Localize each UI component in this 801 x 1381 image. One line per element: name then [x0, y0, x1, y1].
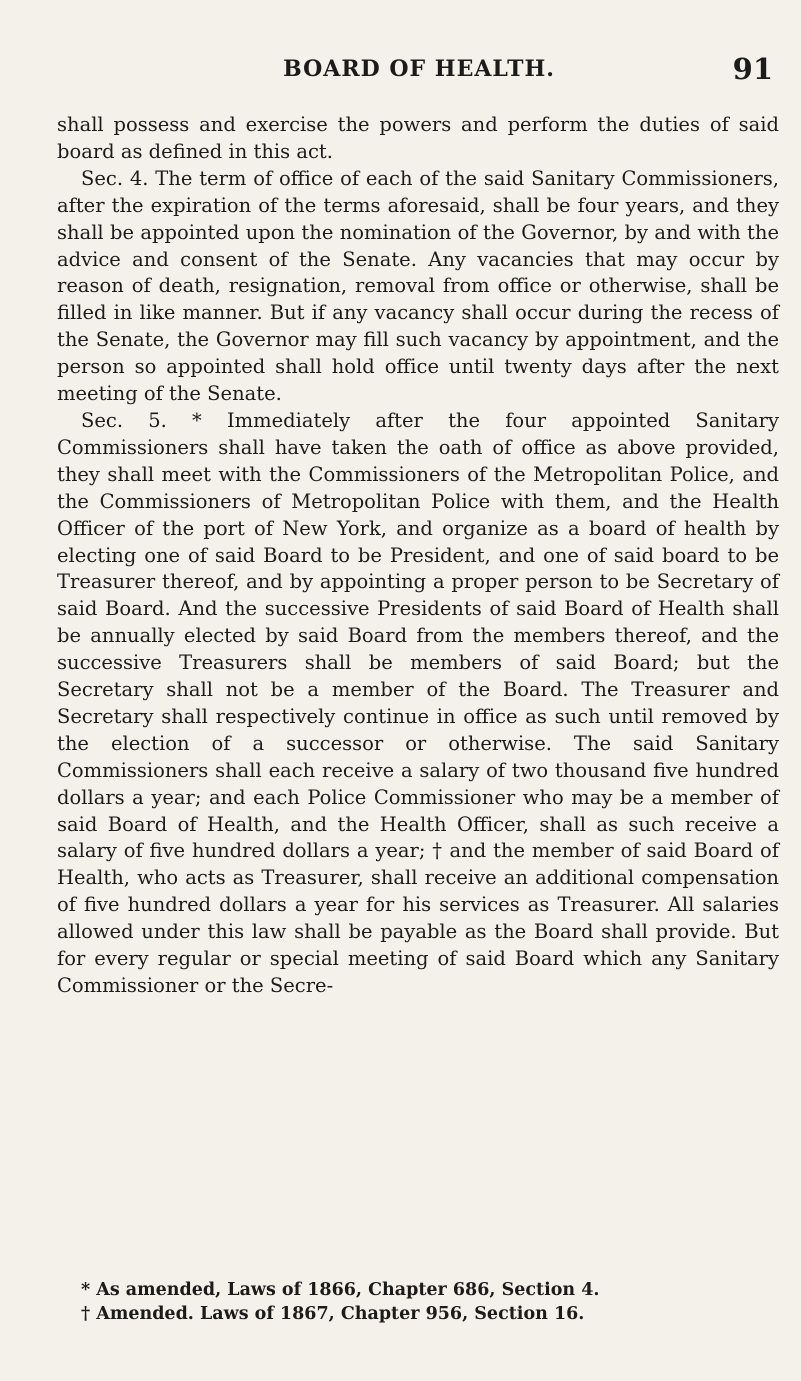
paragraph-section-4: Sec. 4. The term of office of each of the said Sanitary Commissioners, after the expiration of the terms aforesaid, shall be four years, and they shall be appointed upon the nomination of the Governor, by and with the advice and consent of the Senate. Any vacancies that may occur by reason of death, resignation, removal from office or otherwise, shall be filled in like manner. But if any vacancy shall occur during the recess of the Senate, the Governor may fill such vacancy by appointment, and the person so appointed shall hold office until twenty days after the next meeting of the Senate.	[57, 166, 779, 406]
paragraph-section-5: Sec. 5. * Immediately after the four appointed Sanitary Commissioners shall have taken the oath of office as above provided, they shall meet with the Commissioners of the Metropolitan Police, and the Commissioners of Metropolitan Police with them, and the Health Officer of the port of New York, and organize as a board of health by electing one of said Board to be President, and one of said board to be Treasurer thereof, and by appointing a proper person to be Secretary of said Board. And the successive Presidents of said Board of Health shall be annually elected by said Board from the members thereof, and the successive Treasurers shall be members of said Board; but the Secretary shall not be a member of the Board. The Treasurer and Secretary shall respectively continue in office as such until removed by the election of a successor or otherwise. The said Sanitary Commissioners shall each receive a salary of two thousand five hundred dollars a year; and each Police Commissioner who may be a member of said Board of Health, and the Health Officer, shall as such receive a salary of five hundred dollars a year; † and the member of said Board of Health, who acts as Treasurer, shall receive an additional compensation of five hundred dollars a year for his services as Treasurer. All salaries allowed under this law shall be payable as the Board shall provide. But for every regular or special meeting of said Board which any Sanitary Commissioner or the Secre-	[57, 408, 779, 997]
running-head	[57, 52, 781, 92]
footnote-dagger: † Amended. Laws of 1867, Chapter 956, Section 16.	[81, 1304, 585, 1324]
footnotes	[57, 1278, 779, 1326]
paragraph-continuation: shall possess and exercise the powers and perform the duties of said board as defined in this act.	[57, 113, 779, 163]
body-text	[57, 112, 779, 1000]
page-number: 91	[732, 52, 773, 86]
footnote-asterisk: * As amended, Laws of 1866, Chapter 686, Section 4.	[81, 1280, 600, 1300]
running-title: BOARD OF HEALTH.	[283, 56, 555, 82]
